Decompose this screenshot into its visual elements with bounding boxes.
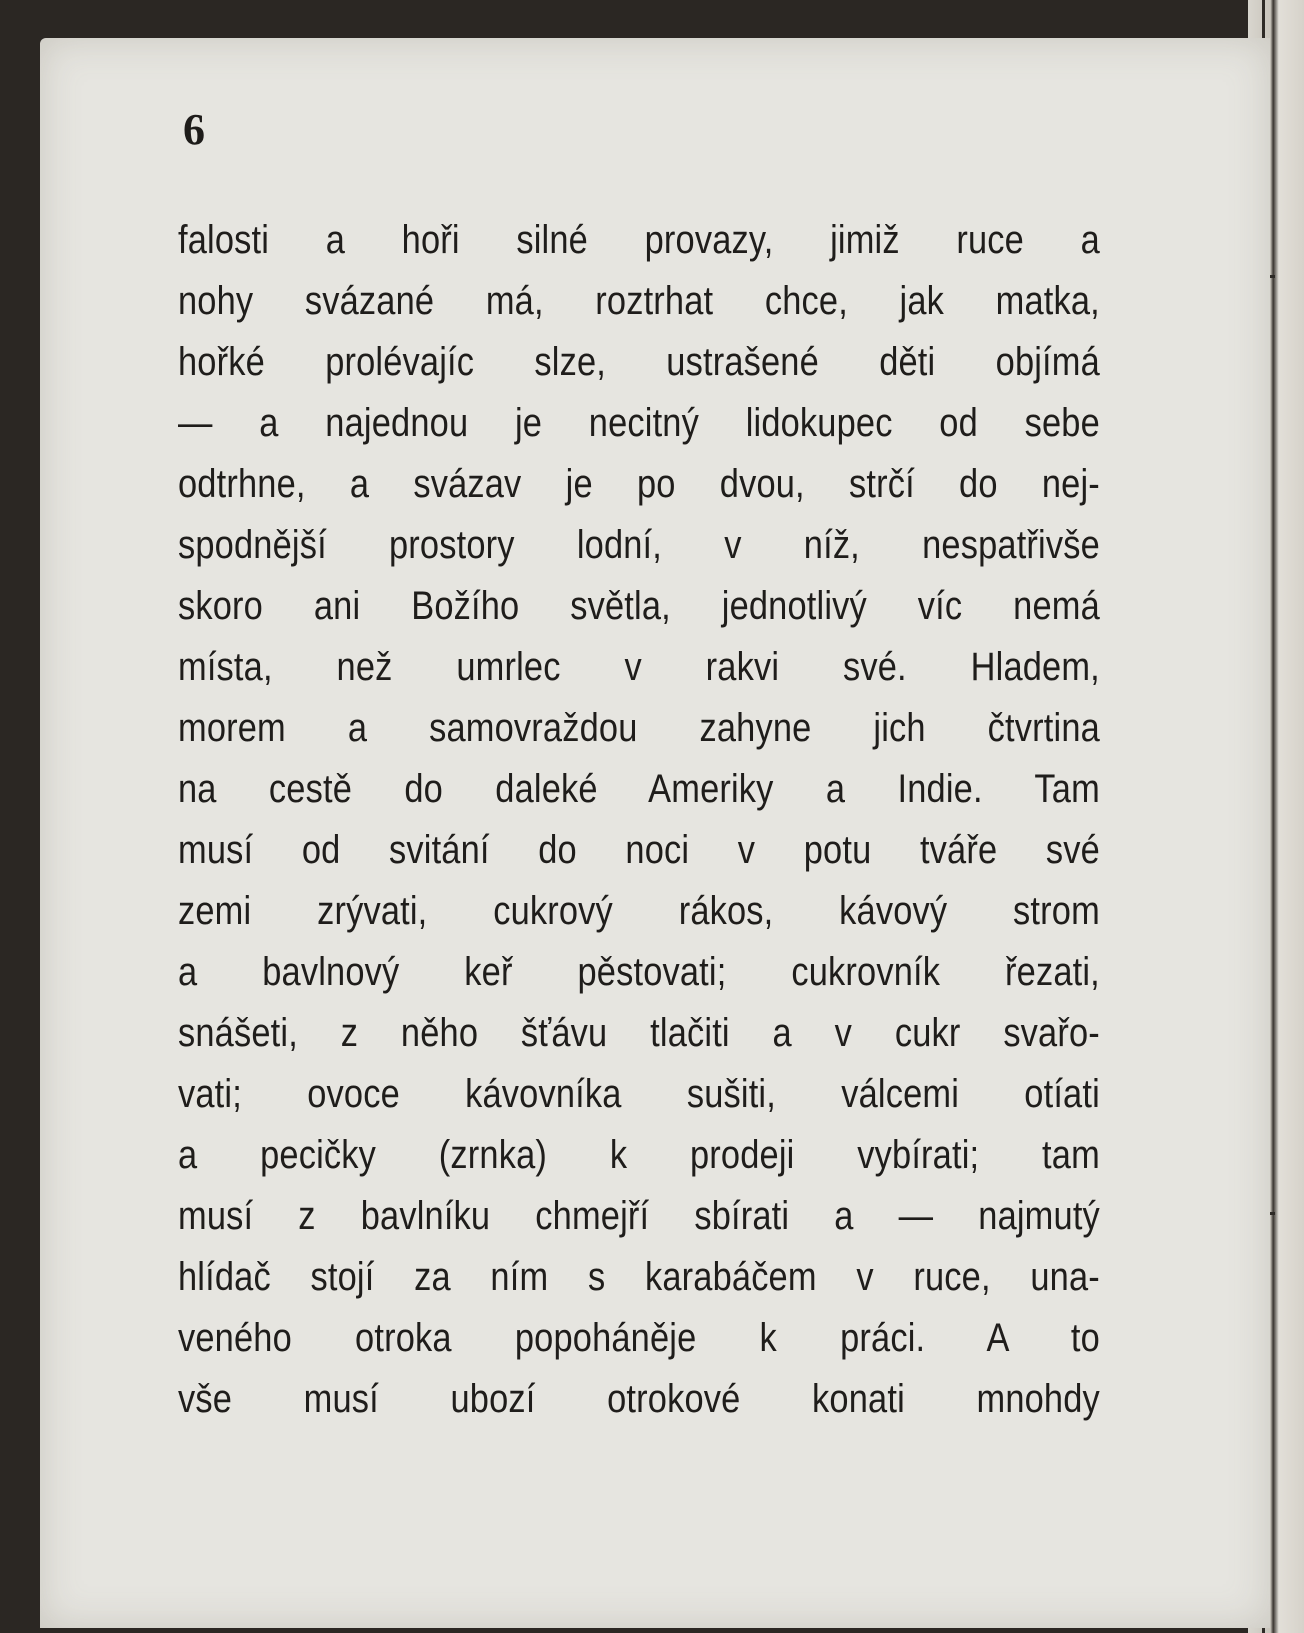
- text-line: na cestě do daleké Ameriky a Indie. Tam: [178, 767, 1100, 811]
- text-line: a bavlnový keř pěstovati; cukrovník řezati,: [178, 950, 1100, 994]
- text-line: zemi zrývati, cukrový rákos, kávový strom: [178, 889, 1100, 933]
- text-line: musí z bavlníku chmejří sbírati a — najmutý: [178, 1194, 1100, 1238]
- page-number: 6: [183, 105, 205, 154]
- text-line: vati; ovoce kávovníka sušiti, válcemi otíati: [178, 1072, 1100, 1116]
- body-text: [178, 210, 1100, 1430]
- text-line: spodnější prostory lodní, v níž, nespatřivše: [178, 523, 1100, 567]
- text-line: hořké prolévajíc slze, ustrašené děti objímá: [178, 340, 1100, 384]
- text-line: vše musí ubozí otrokové konati mnohdy: [178, 1377, 1100, 1421]
- text-line: morem a samovraždou zahyne jich čtvrtina: [178, 706, 1100, 750]
- text-line: musí od svitání do noci v potu tváře své: [178, 828, 1100, 872]
- text-line: snášeti, z něho šťávu tlačiti a v cukr svařo-: [178, 1011, 1100, 1055]
- text-line: a pecičky (zrnka) k prodeji vybírati; tam: [178, 1133, 1100, 1177]
- text-line: — a najednou je necitný lidokupec od sebe: [178, 401, 1100, 445]
- text-line: skoro ani Božího světla, jednotlivý víc nemá: [178, 584, 1100, 628]
- text-line: odtrhne, a svázav je po dvou, strčí do nej-: [178, 462, 1100, 506]
- text-line: hlídač stojí za ním s karabáčem v ruce, una-: [178, 1255, 1100, 1299]
- text-line: nohy svázané má, roztrhat chce, jak matka,: [178, 279, 1100, 323]
- text-line: místa, než umrlec v rakvi své. Hladem,: [178, 645, 1100, 689]
- text-line: falosti a hoři silné provazy, jimiž ruce a: [178, 218, 1100, 262]
- text-line: veného otroka popoháněje k práci. A to: [178, 1316, 1100, 1360]
